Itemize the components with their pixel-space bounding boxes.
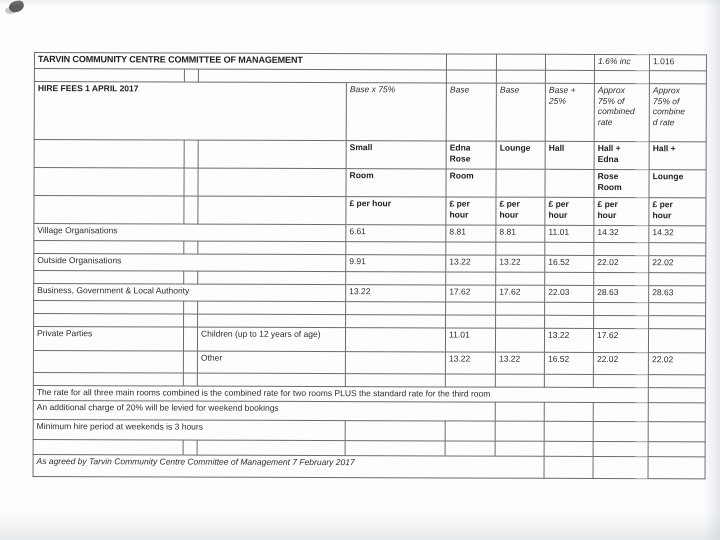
empty-cell — [593, 374, 648, 387]
empty-cell — [33, 372, 183, 386]
empty-cell — [648, 375, 705, 388]
empty-cell — [183, 440, 197, 455]
empty-cell — [545, 302, 594, 315]
room-header: Small — [346, 141, 446, 169]
empty-cell — [545, 315, 594, 328]
empty-cell — [495, 441, 544, 456]
rate-basis-lounge: Base — [496, 83, 545, 141]
empty-cell — [34, 271, 184, 285]
fee-value — [496, 328, 545, 352]
empty-cell — [33, 439, 183, 455]
room-header — [496, 169, 545, 197]
fee-value: 11.01 — [545, 225, 594, 242]
fee-value: 9.91 — [346, 255, 446, 272]
empty-cell — [649, 303, 706, 316]
fee-value: 11.01 — [446, 328, 496, 352]
empty-cell — [198, 301, 346, 315]
fee-row-private-other — [33, 350, 705, 374]
empty-cell — [593, 456, 648, 478]
empty-cell — [445, 441, 495, 456]
empty-cell — [593, 402, 648, 421]
empty-cell — [345, 374, 445, 387]
fee-value: 13.22 — [496, 255, 545, 272]
empty-cell — [197, 373, 345, 387]
empty-cell — [197, 440, 345, 456]
empty-cell — [446, 242, 496, 255]
empty-cell — [198, 140, 346, 169]
subcategory-label: Other — [197, 351, 345, 374]
document-title: TARVIN COMMUNITY CENTRE COMMITTEE OF MANAGEMENT — [34, 53, 446, 70]
unit-header: £ per hour — [545, 197, 594, 225]
empty-cell — [198, 196, 346, 225]
empty-cell — [34, 241, 184, 255]
empty-cell — [648, 388, 705, 403]
unit-header: £ per hour — [346, 197, 446, 225]
fee-value: 16.52 — [544, 352, 593, 374]
empty-cell — [34, 196, 184, 225]
empty-cell — [495, 374, 544, 387]
unit-header: £ per hour — [594, 197, 649, 225]
empty-cell — [648, 457, 705, 479]
fee-value: 28.63 — [649, 286, 706, 303]
room-header: Lounge — [496, 141, 545, 169]
empty-cell — [446, 54, 496, 70]
fee-value — [649, 329, 706, 353]
empty-cell — [649, 243, 706, 256]
empty-cell — [34, 314, 184, 328]
empty-cell — [34, 301, 184, 315]
empty-cell — [345, 421, 445, 441]
fee-value: 17.62 — [496, 285, 545, 302]
empty-cell — [198, 271, 346, 285]
category-label: Private Parties — [33, 327, 183, 352]
empty-cell — [545, 272, 594, 285]
empty-cell — [345, 441, 445, 456]
fee-value: 6.61 — [346, 225, 446, 242]
footer-note: As agreed by Tarvin Community Centre Committee of Management 7 February 2017 — [33, 454, 544, 478]
rate-basis-edna: Base — [446, 83, 496, 141]
footer-row — [33, 454, 705, 478]
empty-cell — [346, 242, 446, 255]
empty-cell — [183, 351, 197, 373]
empty-cell — [184, 140, 198, 168]
empty-cell — [544, 421, 593, 441]
empty-cell — [544, 402, 593, 421]
empty-cell — [183, 373, 197, 386]
empty-cell — [184, 69, 198, 82]
room-header: Hall — [545, 141, 594, 169]
rate-basis-hall: Base + 25% — [545, 83, 594, 141]
empty-cell — [594, 315, 649, 328]
empty-cell — [34, 168, 184, 197]
room-header-row-2 — [34, 168, 706, 198]
empty-cell — [184, 271, 198, 284]
empty-cell — [648, 403, 705, 422]
fee-value: 22.02 — [593, 352, 648, 374]
empty-cell — [594, 302, 649, 315]
room-header — [545, 169, 594, 197]
empty-cell — [183, 327, 197, 351]
scan-edge-shadow — [0, 512, 720, 540]
empty-cell — [446, 315, 496, 328]
empty-cell — [593, 441, 648, 456]
empty-cell — [446, 302, 496, 315]
empty-cell — [184, 168, 198, 196]
empty-cell — [649, 71, 706, 84]
fee-value: 14.32 — [594, 225, 649, 242]
empty-cell — [495, 402, 544, 421]
empty-cell — [593, 421, 648, 441]
empty-cell — [34, 140, 184, 169]
scan-edge-shadow — [704, 0, 720, 540]
empty-cell — [446, 272, 496, 285]
category-label: Village Organisations — [34, 224, 346, 242]
empty-cell — [648, 422, 705, 442]
room-header: Rose Room — [594, 169, 649, 197]
empty-cell — [184, 301, 198, 314]
fee-value — [345, 328, 445, 352]
empty-cell — [346, 272, 446, 285]
empty-cell — [545, 54, 594, 70]
fee-value: 13.22 — [495, 352, 544, 374]
note-row — [33, 419, 705, 441]
note-text: An additional charge of 20% will be levied for weekend bookings — [33, 400, 495, 421]
fee-value: 17.62 — [594, 328, 649, 352]
header-row — [34, 82, 706, 142]
empty-cell — [445, 421, 495, 441]
note-row — [33, 400, 705, 421]
empty-cell — [594, 70, 649, 83]
fee-value: 22.03 — [545, 285, 594, 302]
empty-cell — [649, 273, 706, 286]
empty-cell — [648, 442, 705, 457]
empty-cell — [198, 314, 346, 328]
empty-cell — [445, 374, 495, 387]
empty-cell — [184, 241, 198, 254]
empty-cell — [184, 196, 198, 224]
empty-cell — [496, 302, 545, 315]
empty-cell — [649, 316, 706, 329]
empty-cell — [34, 69, 184, 83]
rate-basis-hall-edna: Approx 75% of combined rate — [594, 83, 649, 141]
empty-cell — [33, 350, 183, 373]
note-text: The rate for all three main rooms combined is the combined rate for two rooms PLUS the standard rate for the third room — [33, 385, 648, 402]
hire-fees-table — [33, 52, 708, 479]
empty-cell — [346, 315, 446, 328]
empty-cell — [446, 70, 496, 83]
unit-row — [34, 196, 706, 226]
room-header: Hall + Edna — [594, 141, 649, 169]
unit-header: £ per hour — [649, 198, 706, 226]
room-header-row-1 — [34, 140, 706, 170]
fee-value: 22.02 — [594, 255, 649, 272]
fee-value: 13.22 — [545, 328, 594, 352]
fee-value: 13.22 — [445, 352, 495, 374]
category-label: Outside Organisations — [34, 254, 346, 272]
room-header: Lounge — [649, 170, 706, 198]
fee-value: 14.32 — [649, 226, 706, 243]
fee-value: 8.81 — [446, 225, 496, 242]
fee-row-private-children — [33, 327, 705, 353]
room-header: Room — [346, 169, 446, 197]
inflation-label: 1.6% inc — [594, 54, 649, 70]
empty-cell — [198, 168, 346, 197]
rate-basis-small: Base x 75% — [346, 83, 446, 141]
empty-cell — [496, 272, 545, 285]
empty-cell — [198, 69, 446, 83]
empty-cell — [544, 441, 593, 456]
empty-cell — [544, 374, 593, 387]
note-text: Minimum hire period at weekends is 3 hours — [33, 419, 345, 440]
document-subtitle: HIRE FEES 1 APRIL 2017 — [34, 82, 346, 141]
fee-value: 16.52 — [545, 255, 594, 272]
empty-cell — [495, 421, 544, 441]
empty-cell — [198, 241, 346, 255]
empty-cell — [545, 70, 594, 83]
empty-cell — [594, 272, 649, 285]
empty-cell — [594, 242, 649, 255]
scan-edge-shadow — [0, 0, 720, 6]
fee-value: 13.22 — [346, 285, 446, 302]
room-header: Hall + — [649, 142, 706, 170]
empty-cell — [184, 314, 198, 327]
empty-cell — [496, 54, 545, 70]
empty-cell — [496, 70, 545, 83]
empty-cell — [545, 242, 594, 255]
room-header: Edna Rose — [446, 141, 496, 169]
fee-value: 28.63 — [594, 285, 649, 302]
empty-cell — [496, 242, 545, 255]
rate-basis-hall-lounge: Approx 75% of combine d rate — [649, 84, 706, 142]
subcategory-label: Children (up to 12 years of age) — [197, 327, 345, 352]
unit-header: £ per hour — [496, 197, 545, 225]
category-label: Business, Government & Local Authority — [34, 284, 346, 302]
empty-cell — [346, 302, 446, 315]
empty-cell — [496, 315, 545, 328]
fee-value: 22.02 — [648, 353, 705, 375]
room-header: Room — [446, 169, 496, 197]
fee-value: 17.62 — [446, 285, 496, 302]
empty-cell — [544, 456, 593, 478]
fee-value: 22.02 — [649, 256, 706, 273]
fee-value — [345, 352, 445, 374]
fee-value: 13.22 — [446, 255, 496, 272]
inflation-factor: 1.016 — [649, 55, 706, 71]
unit-header: £ per hour — [446, 197, 496, 225]
fee-value: 8.81 — [496, 225, 545, 242]
